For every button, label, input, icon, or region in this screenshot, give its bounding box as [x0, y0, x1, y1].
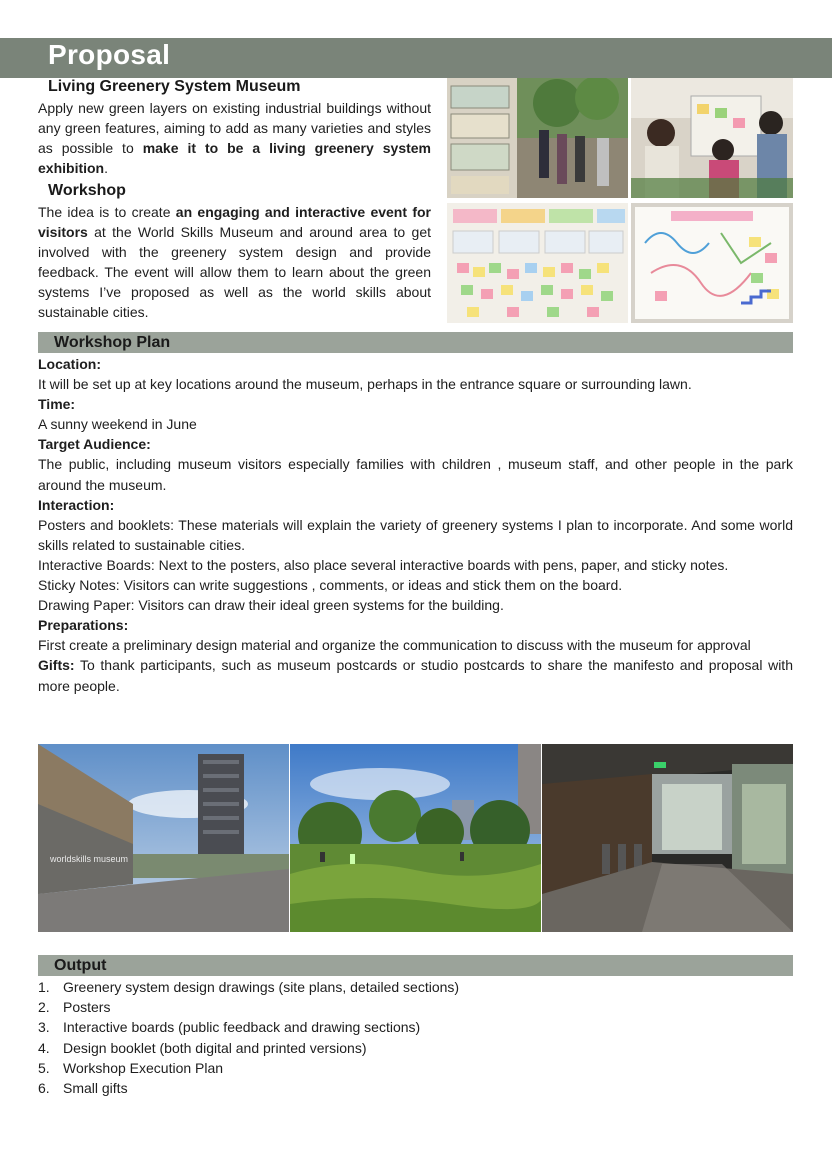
gifts-label: Gifts:: [38, 657, 75, 674]
interaction-label: Interaction:: [38, 496, 115, 513]
photo-exhibition-visitors: [447, 78, 628, 198]
workshop-plan-band: [38, 332, 793, 353]
preparations-text: First create a preliminary design material and organize the communication to discuss with the museum for approval: [38, 637, 751, 654]
audience-text: The public, including museum visitors especially families with children , museum staff, and other people in the park around the museum.: [38, 456, 793, 493]
museum-sign: worldskills museum: [50, 854, 129, 864]
interaction-boards: Interactive Boards: Next to the posters, also place several interactive boards with pens, paper, and sticky notes.: [38, 556, 729, 573]
interaction-sticky-notes: Sticky Notes: Visitors can write suggestions , comments, or ideas and stick them on the board.: [38, 577, 623, 594]
preparations-label: Preparations:: [38, 617, 129, 634]
photo-sticky-notes-board: [447, 203, 628, 323]
page-header: [0, 38, 832, 78]
interaction-drawing-paper: Drawing Paper: Visitors can draw their ideal green systems for the building.: [38, 597, 504, 614]
location-label: Location:: [38, 356, 101, 372]
workshop-paragraph: The idea is to create an engaging and interactive event for visitors at the World Skills Museum and around area to get involved with the greenery system design and provide feedback. The event will allow them to learn about the green systems I’ve proposed as well as the world skills about sustainable cities.: [38, 204, 431, 320]
page-title: Proposal: [48, 39, 171, 70]
output-list: [38, 977, 459, 1098]
photo-museum-interior: [542, 744, 793, 932]
list-item: 1. Greenery system design drawings (site plans, detailed sections): [38, 979, 460, 995]
output-heading: Output: [54, 957, 107, 974]
audience-label: Target Audience:: [38, 436, 151, 453]
list-item: 6. Small gifts: [38, 1080, 128, 1097]
museum-heading: Living Greenery System Museum: [48, 78, 301, 95]
workshop-plan-content: [38, 354, 793, 696]
location-text: It will be set up at key locations around the museum, perhaps in the entrance square or surrounding lawn.: [38, 376, 692, 393]
interaction-posters: Posters and booklets: These materials will explain the variety of greenery systems I plan to incorporate. And some world skills related to sustainable cities.: [38, 516, 793, 553]
output-band: [38, 955, 793, 976]
photo-visitors-board: [631, 78, 793, 198]
time-label: Time:: [38, 396, 76, 413]
photo-drawing-board: [631, 203, 793, 323]
gifts-text: To thank participants, such as museum postcards or studio postcards to share the manifesto and proposal with more people.: [38, 657, 793, 694]
list-item: 5. Workshop Execution Plan: [38, 1059, 224, 1076]
museum-paragraph: Apply new green layers on existing industrial buildings without any green features, aiming to add as many varieties and styles as possible to make it to be a living greenery system exhibition.: [38, 100, 431, 176]
gifts-paragraph: [38, 655, 793, 695]
workshop-heading: Workshop: [48, 182, 126, 199]
list-item: 2. Posters: [38, 999, 111, 1016]
time-text: A sunny weekend in June: [38, 416, 197, 433]
workshop-plan-heading: Workshop Plan: [54, 334, 171, 351]
list-item: 4. Design booklet (both digital and printed versions): [38, 1039, 367, 1056]
photo-museum-exterior: [38, 744, 289, 932]
photo-park-lawn: [290, 744, 541, 932]
list-item: 3. Interactive boards (public feedback and drawing sections): [38, 1019, 421, 1036]
